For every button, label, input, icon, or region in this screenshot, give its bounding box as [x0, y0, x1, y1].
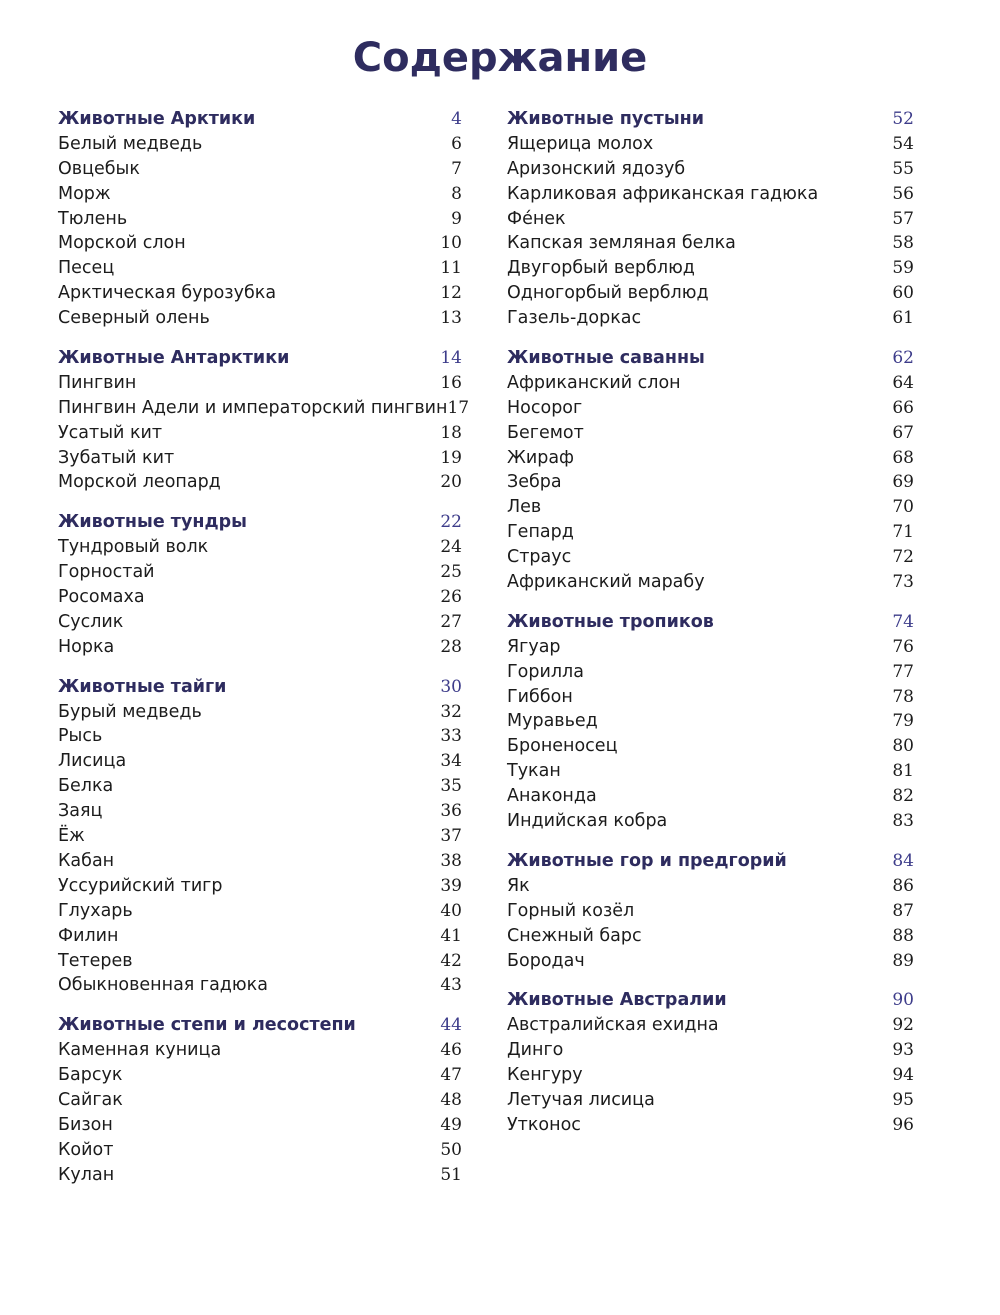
entry-page-number: 71: [892, 522, 914, 543]
entry-title: Заяц: [58, 801, 103, 822]
toc-entry[interactable]: [58, 799, 462, 824]
entry-title: Гиббон: [507, 686, 573, 707]
entry-title: Тундровый волк: [58, 537, 209, 558]
toc-entry[interactable]: [507, 182, 914, 207]
entry-page-number: 49: [440, 1114, 462, 1135]
entry-page-number: 20: [440, 472, 462, 493]
toc-entry[interactable]: [507, 784, 914, 809]
section-title: Животные Антарктики: [58, 348, 290, 369]
entry-title: Капская земляная белка: [507, 233, 736, 254]
entry-page-number: 51: [440, 1164, 462, 1185]
toc-entry[interactable]: [507, 635, 914, 660]
entry-page-number: 11: [440, 258, 462, 279]
entry-title: Глухарь: [58, 900, 133, 921]
toc-entry[interactable]: [58, 849, 462, 874]
entry-page-number: 26: [440, 587, 462, 608]
toc-entry[interactable]: [507, 421, 914, 446]
entry-title: Лев: [507, 497, 542, 518]
entry-page-number: 69: [892, 472, 914, 493]
toc-section: [507, 107, 914, 331]
entry-title: Морж: [58, 183, 111, 204]
section-title: Животные Австралии: [507, 990, 727, 1011]
entry-page-number: 43: [440, 975, 462, 996]
section-title: Животные тайги: [58, 676, 227, 697]
entry-page-number: 19: [440, 447, 462, 468]
entry-title: Норка: [58, 636, 115, 657]
section-heading[interactable]: [507, 988, 914, 1013]
entry-page-number: 78: [892, 686, 914, 707]
section-heading[interactable]: [507, 107, 914, 132]
entry-title: Бизон: [58, 1114, 113, 1135]
toc-entry[interactable]: [58, 256, 462, 281]
toc-section: [58, 510, 462, 659]
toc-entry[interactable]: [507, 470, 914, 495]
toc-entry[interactable]: [507, 256, 914, 281]
entry-page-number: 72: [892, 547, 914, 568]
entry-title: Каменная куница: [58, 1040, 222, 1061]
entry-title: Тюлень: [58, 208, 128, 229]
toc-entry[interactable]: [507, 520, 914, 545]
entry-title: Броненосец: [507, 736, 618, 757]
toc-entry[interactable]: [58, 635, 462, 660]
toc-entry[interactable]: [58, 306, 462, 331]
entry-page-number: 41: [440, 925, 462, 946]
entry-page-number: 24: [440, 537, 462, 558]
entry-page-number: 89: [892, 950, 914, 971]
entry-title: Гепард: [507, 522, 574, 543]
entry-title: Горный козёл: [507, 900, 635, 921]
entry-page-number: 12: [440, 283, 462, 304]
entry-title: Утконос: [507, 1114, 581, 1135]
toc-entry[interactable]: [507, 495, 914, 520]
entry-page-number: 61: [892, 308, 914, 329]
entry-page-number: 35: [440, 776, 462, 797]
entry-title: Африканский марабу: [507, 572, 705, 593]
toc-entry[interactable]: [507, 1013, 914, 1038]
entry-title: Аризонский ядозуб: [507, 158, 686, 179]
entry-title: Овцебык: [58, 158, 140, 179]
toc-entry[interactable]: [58, 1063, 462, 1088]
toc-column-right: [507, 107, 914, 1153]
toc-entry[interactable]: [507, 734, 914, 759]
entry-page-number: 58: [892, 233, 914, 254]
section-heading[interactable]: [58, 1013, 462, 1038]
toc-entry[interactable]: [507, 809, 914, 834]
entry-title: Австралийская ехидна: [507, 1015, 719, 1036]
entry-page-number: 87: [892, 900, 914, 921]
section-page-number: 74: [892, 611, 914, 632]
toc-entry[interactable]: [58, 396, 470, 421]
entry-title: Арктическая бурозубка: [58, 283, 277, 304]
toc-entry[interactable]: [507, 231, 914, 256]
page-title: Содержание: [352, 35, 648, 81]
entry-title: Африканский слон: [507, 372, 681, 393]
entry-page-number: 9: [451, 208, 462, 229]
entry-title: Двугорбый верблюд: [507, 258, 695, 279]
toc-entry[interactable]: [507, 396, 914, 421]
toc-entry[interactable]: [507, 545, 914, 570]
toc-entry[interactable]: [58, 231, 462, 256]
toc-entry[interactable]: [58, 924, 462, 949]
entry-page-number: 32: [440, 701, 462, 722]
entry-title: Кулан: [58, 1164, 115, 1185]
toc-section: [58, 1013, 462, 1187]
entry-title: Кабан: [58, 850, 115, 871]
entry-page-number: 67: [892, 422, 914, 443]
entry-title: Снежный барс: [507, 925, 642, 946]
toc-entry[interactable]: [507, 281, 914, 306]
entry-page-number: 28: [440, 636, 462, 657]
toc-entry[interactable]: [58, 774, 462, 799]
toc-section: [58, 675, 462, 999]
entry-title: Горностай: [58, 562, 155, 583]
toc-entry[interactable]: [507, 1113, 914, 1138]
entry-page-number: 86: [892, 875, 914, 896]
toc-entry[interactable]: [507, 709, 914, 734]
entry-page-number: 56: [892, 183, 914, 204]
toc-entry[interactable]: [507, 207, 914, 232]
entry-page-number: 13: [440, 308, 462, 329]
toc-entry[interactable]: [507, 446, 914, 471]
toc-section: [507, 610, 914, 834]
entry-page-number: 80: [892, 736, 914, 757]
toc-entry[interactable]: [507, 1038, 914, 1063]
entry-title: Белка: [58, 776, 114, 797]
toc-entry[interactable]: [507, 157, 914, 182]
entry-page-number: 88: [892, 925, 914, 946]
toc-entry[interactable]: [507, 685, 914, 710]
entry-page-number: 68: [892, 447, 914, 468]
entry-page-number: 25: [440, 562, 462, 583]
section-heading[interactable]: [58, 346, 462, 371]
entry-page-number: 79: [892, 711, 914, 732]
entry-title: Северный олень: [58, 308, 210, 329]
section-title: Животные гор и предгорий: [507, 850, 787, 871]
entry-title: Динго: [507, 1040, 564, 1061]
toc-entry[interactable]: [507, 874, 914, 899]
entry-page-number: 59: [892, 258, 914, 279]
section-heading[interactable]: [58, 107, 462, 132]
entry-title: Тукан: [507, 761, 561, 782]
entry-page-number: 77: [892, 661, 914, 682]
entry-page-number: 16: [440, 372, 462, 393]
toc-entry[interactable]: [58, 371, 462, 396]
toc-entry[interactable]: [58, 700, 462, 725]
entry-title: Як: [507, 875, 530, 896]
toc-entry[interactable]: [58, 535, 462, 560]
entry-title: Тетерев: [58, 950, 133, 971]
toc-section: [507, 346, 914, 595]
entry-title: Песец: [58, 258, 115, 279]
toc-entry[interactable]: [58, 1163, 462, 1188]
entry-title: Суслик: [58, 611, 124, 632]
toc-entry[interactable]: [58, 724, 462, 749]
toc-entry[interactable]: [58, 132, 462, 157]
toc-section: [58, 346, 470, 495]
entry-title: Бегемот: [507, 422, 584, 443]
section-heading[interactable]: [507, 849, 914, 874]
entry-page-number: 73: [892, 572, 914, 593]
section-title: Животные саванны: [507, 348, 705, 369]
toc-entry[interactable]: [58, 182, 462, 207]
toc-entry[interactable]: [58, 1038, 462, 1063]
entry-page-number: 47: [440, 1065, 462, 1086]
toc-entry[interactable]: [58, 1138, 462, 1163]
toc-section: [58, 107, 462, 331]
entry-title: Носорог: [507, 397, 583, 418]
entry-title: Пингвин Адели и императорский пингвин: [58, 397, 448, 418]
entry-title: Морской слон: [58, 233, 186, 254]
entry-title: Филин: [58, 925, 119, 946]
toc-entry[interactable]: [58, 1113, 462, 1138]
section-title: Животные степи и лесостепи: [58, 1015, 356, 1036]
toc-entry[interactable]: [507, 371, 914, 396]
entry-title: Койот: [58, 1139, 114, 1160]
toc-section: [507, 988, 914, 1137]
entry-title: Лисица: [58, 751, 127, 772]
section-page-number: 84: [892, 850, 914, 871]
entry-title: Уссурийский тигр: [58, 875, 223, 896]
toc-entry[interactable]: [58, 157, 462, 182]
entry-page-number: 36: [440, 801, 462, 822]
section-page-number: 30: [440, 676, 462, 697]
entry-page-number: 17: [447, 397, 470, 418]
entry-title: Белый медведь: [58, 133, 203, 154]
entry-page-number: 94: [892, 1065, 914, 1086]
entry-title: Карликовая африканская гадюка: [507, 183, 819, 204]
section-heading[interactable]: [58, 510, 462, 535]
entry-page-number: 39: [440, 875, 462, 896]
entry-title: Индийская кобра: [507, 811, 668, 832]
section-page-number: 22: [440, 512, 462, 533]
section-title: Животные тропиков: [507, 611, 714, 632]
entry-title: Морской леопард: [58, 472, 221, 493]
entry-page-number: 82: [892, 786, 914, 807]
entry-page-number: 50: [440, 1139, 462, 1160]
toc-entry[interactable]: [507, 306, 914, 331]
entry-page-number: 93: [892, 1040, 914, 1061]
entry-page-number: 54: [892, 133, 914, 154]
entry-title: Горилла: [507, 661, 584, 682]
entry-page-number: 64: [892, 372, 914, 393]
toc-entry[interactable]: [58, 207, 462, 232]
section-heading[interactable]: [58, 675, 462, 700]
entry-page-number: 34: [440, 751, 462, 772]
toc-entry[interactable]: [58, 1088, 462, 1113]
toc-entry[interactable]: [58, 749, 462, 774]
entry-page-number: 66: [892, 397, 914, 418]
entry-page-number: 10: [440, 233, 462, 254]
entry-page-number: 18: [440, 422, 462, 443]
entry-title: Барсук: [58, 1065, 123, 1086]
toc-entry[interactable]: [507, 660, 914, 685]
entry-page-number: 40: [440, 900, 462, 921]
entry-page-number: 95: [892, 1089, 914, 1110]
entry-title: Бурый медведь: [58, 701, 202, 722]
entry-page-number: 81: [892, 761, 914, 782]
toc-entry[interactable]: [58, 899, 462, 924]
entry-page-number: 42: [440, 950, 462, 971]
entry-title: Кенгуру: [507, 1065, 583, 1086]
entry-page-number: 48: [440, 1089, 462, 1110]
entry-title: Газель-доркас: [507, 308, 642, 329]
entry-page-number: 55: [892, 158, 914, 179]
toc-entry[interactable]: [58, 585, 462, 610]
toc-entry[interactable]: [507, 924, 914, 949]
entry-page-number: 96: [892, 1114, 914, 1135]
toc-entry[interactable]: [58, 824, 462, 849]
entry-title: Муравьед: [507, 711, 598, 732]
toc-entry[interactable]: [58, 949, 462, 974]
entry-title: Усатый кит: [58, 422, 163, 443]
entry-page-number: 8: [451, 183, 462, 204]
entry-title: Страус: [507, 547, 572, 568]
entry-title: Пингвин: [58, 372, 137, 393]
section-page-number: 14: [440, 348, 462, 369]
toc-entry[interactable]: [507, 1088, 914, 1113]
toc-entry[interactable]: [58, 281, 462, 306]
section-page-number: 62: [892, 348, 914, 369]
entry-page-number: 76: [892, 636, 914, 657]
entry-page-number: 83: [892, 811, 914, 832]
section-page-number: 44: [440, 1015, 462, 1036]
toc-entry[interactable]: [507, 1063, 914, 1088]
entry-title: Анаконда: [507, 786, 597, 807]
entry-title: Фе́нек: [507, 208, 566, 229]
entry-title: Одногорбый верблюд: [507, 283, 709, 304]
entry-title: Росомаха: [58, 587, 145, 608]
toc-column-left: [58, 107, 470, 1203]
toc-entry[interactable]: [507, 949, 914, 974]
entry-title: Рысь: [58, 726, 103, 747]
entry-page-number: 6: [451, 133, 462, 154]
section-page-number: 52: [892, 109, 914, 129]
section-page-number: 4: [451, 109, 462, 129]
entry-title: Сайгак: [58, 1089, 123, 1110]
entry-title: Бородач: [507, 950, 585, 971]
section-title: Животные пустыни: [507, 109, 704, 129]
toc-entry[interactable]: [58, 421, 462, 446]
entry-page-number: 46: [440, 1040, 462, 1061]
toc-entry[interactable]: [507, 132, 914, 157]
toc-entry[interactable]: [58, 973, 462, 998]
toc-entry[interactable]: [58, 446, 462, 471]
entry-page-number: 38: [440, 850, 462, 871]
toc-entry[interactable]: [58, 874, 462, 899]
entry-title: Летучая лисица: [507, 1089, 655, 1110]
section-title: Животные Арктики: [58, 109, 256, 129]
entry-page-number: 37: [440, 826, 462, 847]
toc-entry[interactable]: [507, 570, 914, 595]
toc-entry[interactable]: [58, 610, 462, 635]
toc-entry[interactable]: [507, 759, 914, 784]
entry-page-number: 33: [440, 726, 462, 747]
entry-page-number: 7: [451, 158, 462, 179]
entry-page-number: 60: [892, 283, 914, 304]
entry-page-number: 70: [892, 497, 914, 518]
toc-entry[interactable]: [58, 470, 462, 495]
section-heading[interactable]: [507, 610, 914, 635]
entry-title: Ягуар: [507, 636, 561, 657]
entry-page-number: 27: [440, 611, 462, 632]
entry-title: Зубатый кит: [58, 447, 175, 468]
entry-title: Зебра: [507, 472, 562, 493]
toc-section: [507, 849, 914, 973]
entry-title: Жираф: [507, 447, 575, 468]
section-page-number: 90: [892, 990, 914, 1011]
entry-title: Обыкновенная гадюка: [58, 975, 268, 996]
section-title: Животные тундры: [58, 512, 247, 533]
toc-entry[interactable]: [507, 899, 914, 924]
entry-page-number: 92: [892, 1015, 914, 1036]
toc-entry[interactable]: [58, 560, 462, 585]
entry-title: Ящерица молох: [507, 133, 654, 154]
entry-title: Ёж: [58, 826, 85, 847]
entry-page-number: 57: [892, 208, 914, 229]
section-heading[interactable]: [507, 346, 914, 371]
